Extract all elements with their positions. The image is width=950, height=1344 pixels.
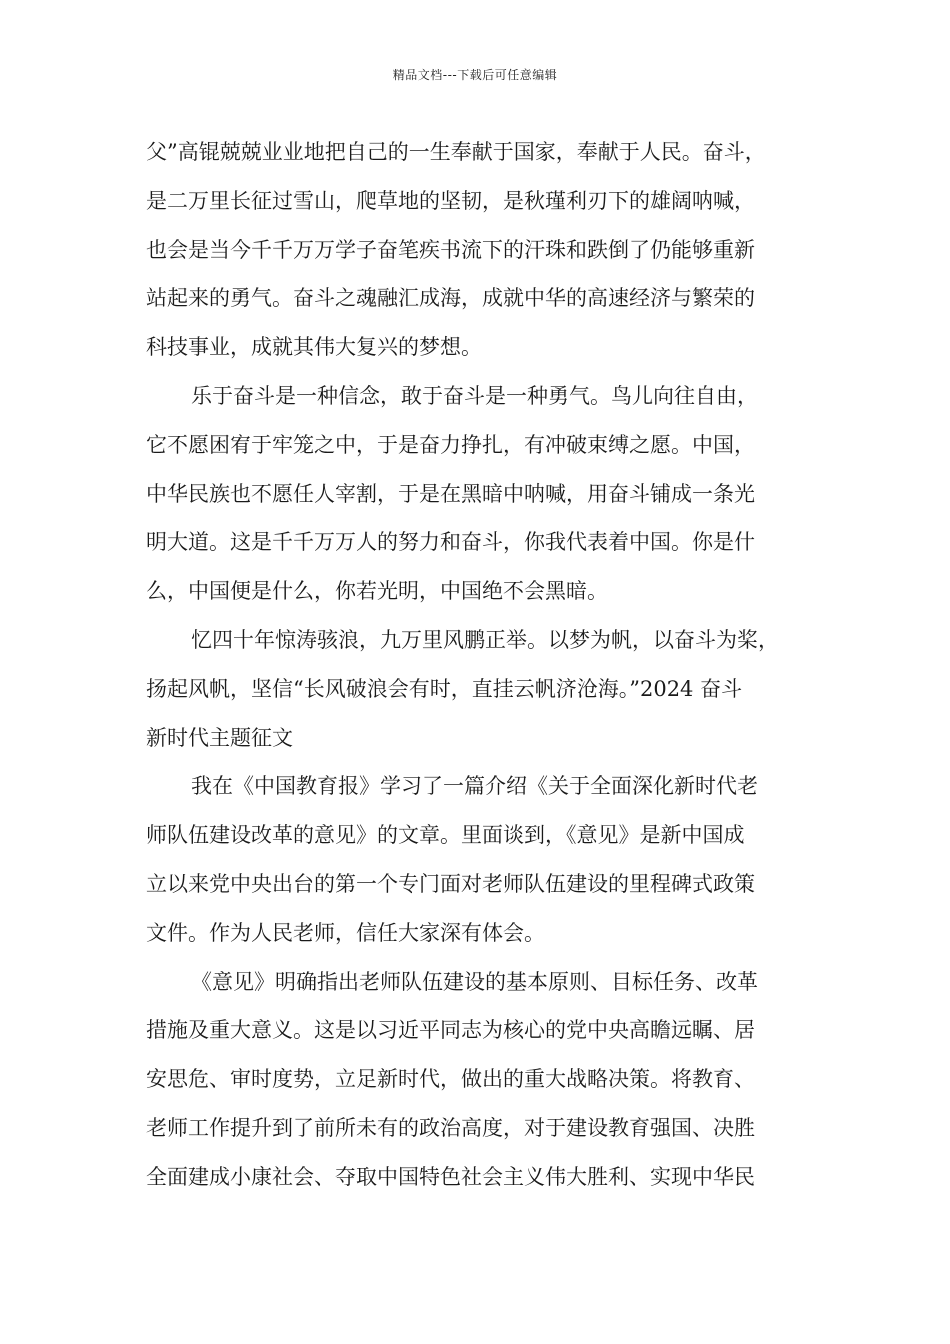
text-line: 中华民族也不愿任人宰割，于是在黑暗中呐喊，用奋斗铺成一条光 [146, 481, 755, 506]
text-line: 也会是当今千千万万学子奋笔疾书流下的汗珠和跌倒了仍能够重新 [146, 237, 755, 262]
text-line: 忆四十年惊涛骇浪，九万里风鹏正举。以梦为帆，以奋斗为桨， [191, 627, 779, 652]
text-line: 安思危、审时度势，立足新时代，做出的重大战略决策。将教育、 [146, 1067, 755, 1092]
document-body [146, 128, 836, 1202]
text-line: 立以来党中央出台的第一个专门面对老师队伍建设的里程碑式政策 [146, 871, 755, 896]
text-line: 站起来的勇气。奋斗之魂融汇成海，成就中华的高速经济与繁荣的 [146, 286, 755, 311]
text-line: 师队伍建设改革的意见》的文章。里面谈到，《意见》是新中国成 [146, 823, 745, 848]
text-line: 是二万里长征过雪山，爬草地的坚韧，是秋瑾利刃下的雄阔呐喊， [146, 188, 755, 213]
text-line: 措施及重大意义。这是以习近平同志为核心的党中央高瞻远瞩、居 [146, 1018, 755, 1043]
text-line: 父”高锟兢兢业业地把自己的一生奉献于国家，奉献于人民。奋斗， [146, 140, 766, 164]
text-line: 它不愿困宥于牢笼之中，于是奋力挣扎，有冲破束缚之愿。中国， [146, 432, 755, 457]
text-line: 全面建成小康社会、夺取中国特色社会主义伟大胜利、实现中华民 [146, 1164, 755, 1189]
text-line: 科技事业，成就其伟大复兴的梦想。 [146, 335, 482, 360]
text-line: 新时代主题征文 [146, 725, 293, 750]
text-line: 么，中国便是什么，你若光明，中国绝不会黑暗。 [146, 579, 608, 604]
page-header: 精品文档---下载后可任意编辑 [392, 68, 558, 82]
text-line: 老师工作提升到了前所未有的政治高度，对于建设教育强国、决胜 [146, 1115, 755, 1140]
text-line: 我在《中国教育报》学习了一篇介绍《关于全面深化新时代老 [191, 774, 758, 799]
text-line: 扬起风帆，坚信“长风破浪会有时，直挂云帆济沧海。”2024 奋斗 [146, 676, 743, 701]
text-line: 《意见》明确指出老师队伍建设的基本原则、目标任务、改革 [191, 969, 758, 994]
text-line: 文件。作为人民老师，信任大家深有体会。 [146, 920, 545, 945]
text-line: 明大道。这是千千万万人的努力和奋斗，你我代表着中国。你是什 [146, 530, 755, 555]
text-line: 乐于奋斗是一种信念，敢于奋斗是一种勇气。鸟儿向往自由， [191, 383, 758, 408]
